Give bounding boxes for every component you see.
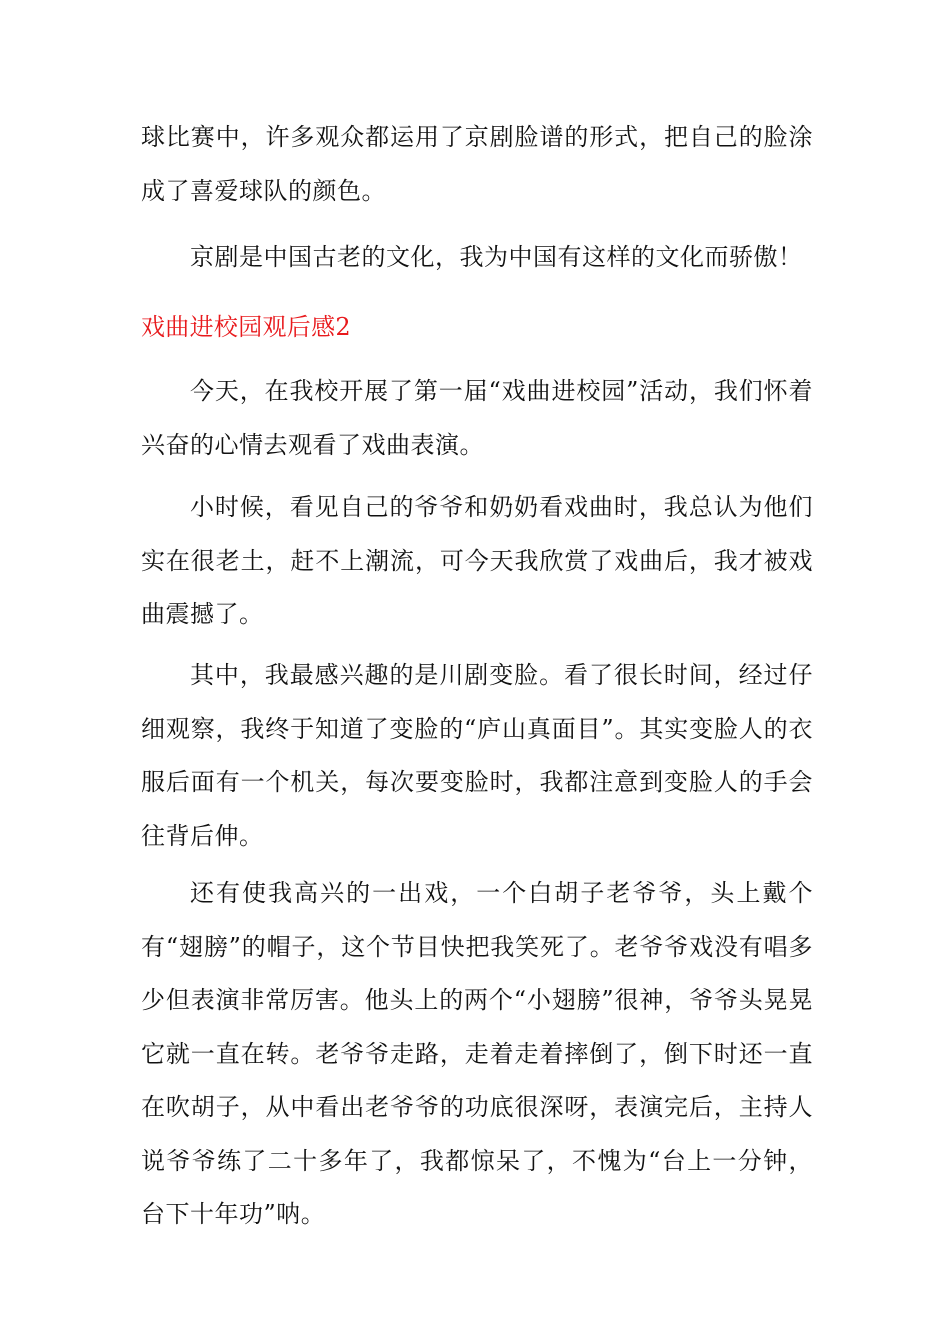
paragraph-face-changing: 其中，我最感兴趣的是川剧变脸。看了很长时间，经过仔细观察，我终于知道了变脸的“庐山真面目”。其实变脸人的衣服后面有一个机关，每次要变脸时，我都注意到变脸人的手会往背后伸。 xyxy=(141,661,813,850)
paragraph-intro: 今天，在我校开展了第一届“戏曲进校园”活动，我们怀着兴奋的心情去观看了戏曲表演。 xyxy=(141,377,813,459)
paragraph-conclusion: 京剧是中国古老的文化，我为中国有这样的文化而骄傲！ xyxy=(190,243,803,271)
paragraph-childhood: 小时候，看见自己的爷爷和奶奶看戏曲时，我总认为他们实在很老土，赶不上潮流，可今天我欣赏了戏曲后，我才被戏曲震撼了。 xyxy=(141,493,813,628)
paragraph-continuation: 球比赛中，许多观众都运用了京剧脸谱的形式，把自己的脸涂成了喜爱球队的颜色。 xyxy=(141,123,813,205)
section-heading: 戏曲进校园观后感2 xyxy=(141,313,351,341)
paragraph-old-man-performance: 还有使我高兴的一出戏，一个白胡子老爷爷，头上戴个有“翅膀”的帽子，这个节目快把我笑死了。老爷爷戏没有唱多少但表演非常厉害。他头上的两个“小翅膀”很神，爷爷头晃晃它就一直在转。老爷爷走路，走着走着摔倒了，倒下时还一直在吹胡子，从中看出老爷爷的功底很深呀，表演完后，主持人说爷爷练了二十多年了，我都惊呆了，不愧为“台上一分钟，台下十年功”呐。 xyxy=(141,879,813,1228)
